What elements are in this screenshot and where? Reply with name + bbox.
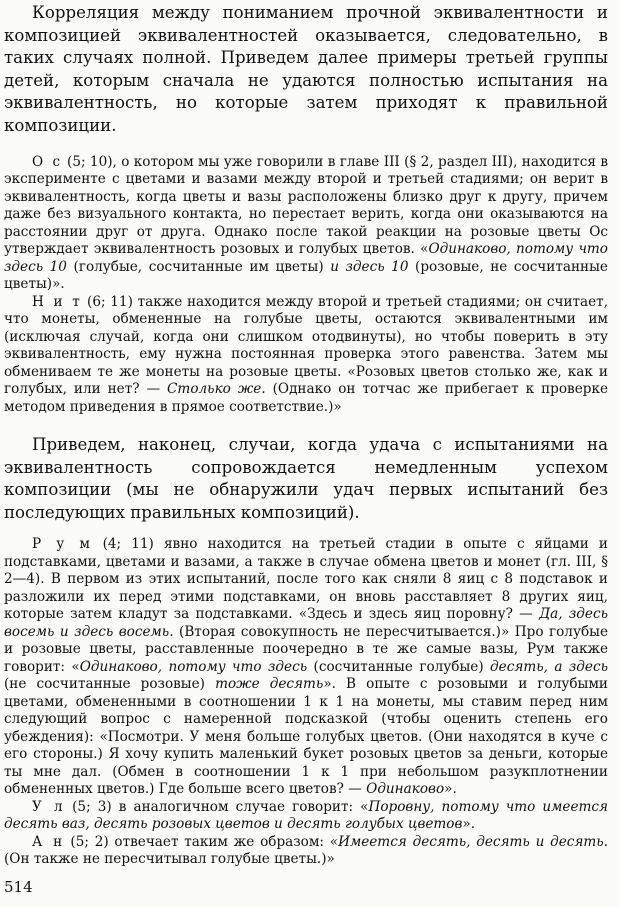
paragraph-4: [4, 434, 608, 524]
quote-run: Столько же.: [167, 381, 266, 398]
quote-run: Да, здесь восемь и здесь восемь.: [4, 606, 608, 640]
quote-run: тоже десять: [215, 676, 324, 693]
text-run: (5; 3) в аналогичном случае говорит: «: [65, 798, 369, 815]
quote-run: Поровну, потому что имеется десять ваз, десять розовых цветов и десять голубых цветов: [4, 798, 609, 833]
quote-run: Имеется десять, десять и десять.: [338, 833, 608, 850]
text-run: (5; 10), о котором мы уже говорили в главе III (§ 2, раздел III), находится в эксперименте с цветами и вазами между второй и третьей стадиями; он верит в эквивалентность, когда цветы и вазы расположены близко друг к другу, причем даже без визуального контакта, но перестает верить, когда они оказываются на расстоянии друг от друга. Однако после такой реакции на розовые цветы Ос утверждает эквивалентность розовых и голубых цветов. «: [4, 153, 608, 258]
paragraph-ul: [4, 799, 608, 834]
text-run: (6; 11) также находится между второй и третьей стадиями; он считает, что монеты, обмененные на голубые цветы, остаются эквивалентными им (исключая случай, когда они слишком отодвинуты), но чтобы поверить в эту эквивалентность, ему нужна постоянная проверка этого равенства. Затем мы обмениваем те же монеты на розовые цветы. «Розовых цветов столько же, как и голубых, или нет? —: [4, 293, 609, 398]
paragraph-an: [4, 834, 608, 869]
text-run: (Однако он тотчас же прибегает к проверке методом приведения в прямое соответствие.)»: [4, 381, 608, 415]
paragraph-os: [4, 154, 608, 294]
paragraph-1-text: Корреляция между пониманием прочной эквивалентности и композицией эквивалентностей оказывается, следовательно, в таких случаях полной. Приведем далее примеры третьей группы детей, которым сначала не удаются полностью испытания на эквивалентность, но которые затем приходят к правильной композиции.: [4, 3, 608, 135]
spacer: [4, 416, 608, 434]
paragraph-1: [4, 2, 608, 138]
text-run: (сосчитанные голубые): [307, 658, 491, 675]
quote-run: десять, а здесь: [490, 658, 608, 675]
text-run: ».: [444, 781, 457, 798]
text-run: (розовые, не сосчитанные цветы)».: [4, 258, 608, 293]
spacer: [4, 138, 608, 154]
paragraph-rum: [4, 536, 608, 799]
paragraph-nit: [4, 294, 608, 417]
child-name-os: О с: [32, 153, 63, 170]
child-name-ul: У л: [32, 798, 66, 815]
child-name-nit: Н и т: [32, 293, 83, 310]
text-run: (не сосчитанные розовые): [4, 676, 216, 693]
child-name-an: А н: [32, 833, 65, 850]
text-run: (4; 11) явно находится на третьей стадии в опыте с яйцами и подставками, цветами и вазами, а также в случае обмена цветов и монет (гл. III, § 2—4). В первом из этих испытаний, после того как сняли 8 яиц с 8 подставок и разложили их перед этими подставками, он вновь расставляет 8 других яиц, которые затем кладут за подставками. «Здесь и здесь яиц поровну? —: [4, 536, 608, 623]
spacer: [4, 524, 608, 536]
text-run: (Вторая совокупность не пересчитывается.)» Про голубые и розовые цветы, расставленные поочередно в те же самые вазы, Рум также говорит: «: [4, 623, 608, 675]
quote-run: Одинаково, потому что здесь 10: [4, 241, 608, 275]
text-run: (голубые, сосчитанные им цветы): [66, 258, 331, 275]
child-name-rum: Р у м: [32, 536, 93, 553]
quote-run: Одинаково: [366, 781, 445, 798]
paragraph-4-text: Приведем, наконец, случаи, когда удача с испытаниями на эквивалентность сопровождается немедленным успехом композиции (мы не обнаружили удач первых испытаний без последующих правильных композиций).: [4, 435, 608, 522]
text-run: ».: [462, 816, 476, 833]
text-run: ». В опыте с розовыми и голубыми цветами, обмененными в соотношении 1 к 1 на монеты, мы ставим перед ним следующий вопрос с намеренной подсказкой (чтобы оценить степень его убеждения): «Посмотри. У меня больше голубых цветов. (Они находятся в куче с его стороны.) Я хочу купить маленький букет розовых цветов за деньги, которые ты мне дал. (Обмен в соотношении 1 к 1 при небольшом разукплотнении обмененных цветов.) Где больше всего цветов? —: [4, 676, 608, 798]
quote-run: Одинаково, потому что здесь: [79, 658, 308, 675]
text-run: (Он также не пересчитывал голубые цветы.)»: [4, 851, 335, 868]
page-number: 514: [4, 878, 33, 896]
text-run: (5; 2) отвечает таким же образом: «: [64, 833, 339, 850]
quote-run: и здесь 10: [330, 258, 409, 275]
